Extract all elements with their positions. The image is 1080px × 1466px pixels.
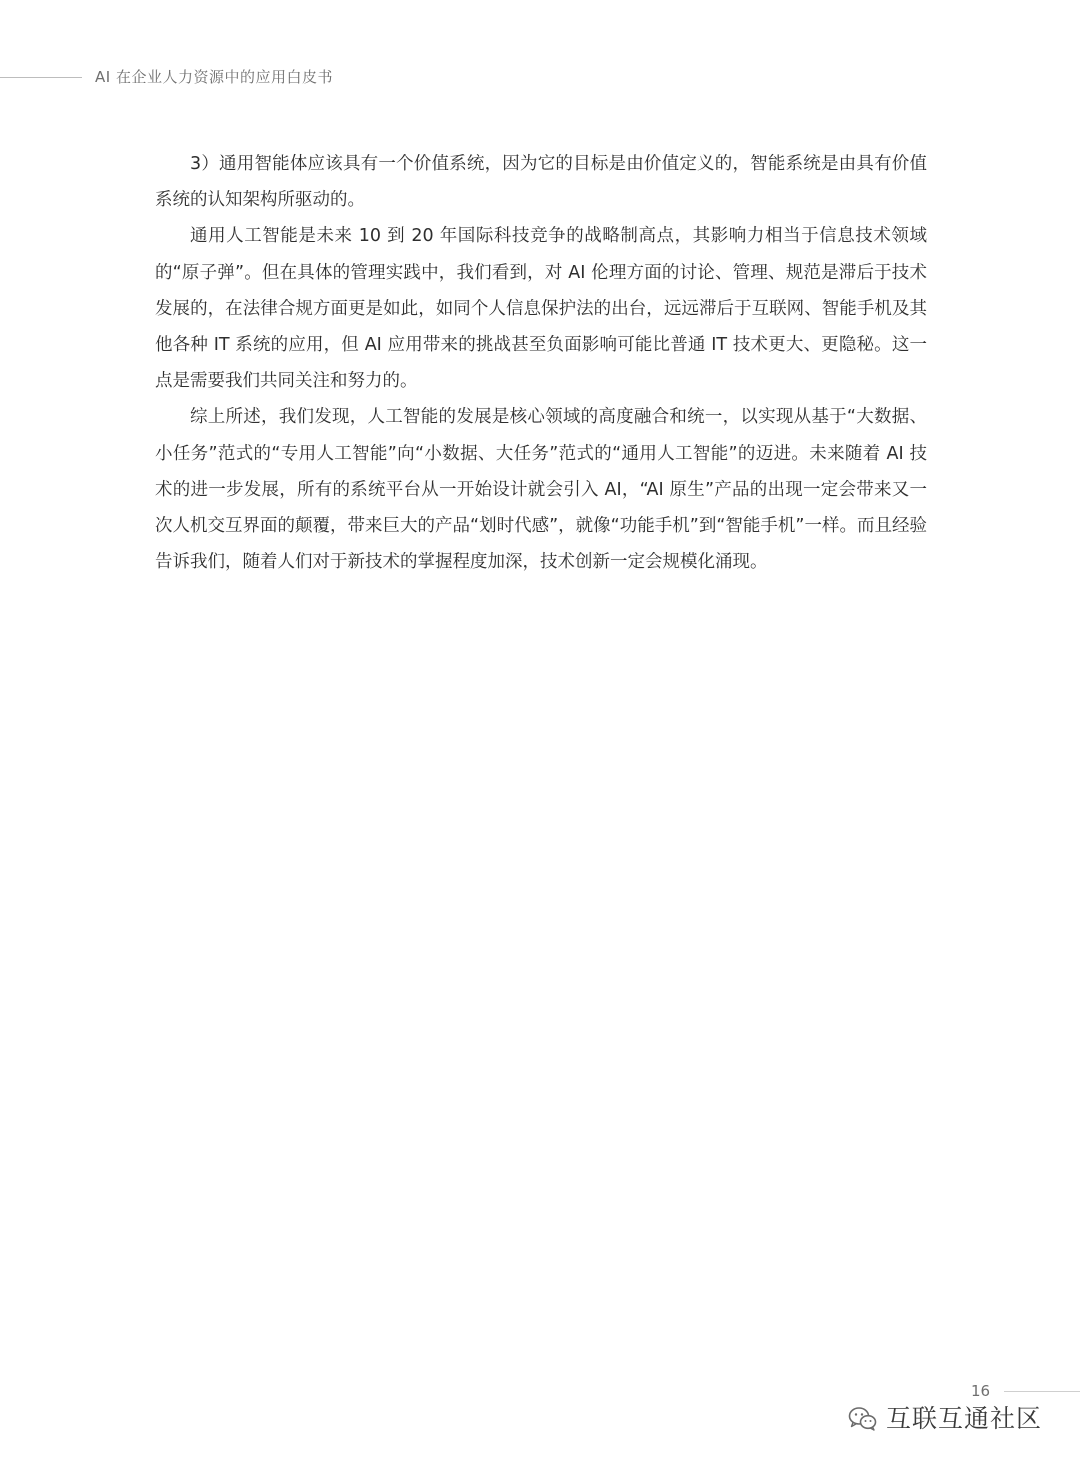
document-body [155, 146, 927, 580]
footer-rule [1004, 1391, 1080, 1392]
page-number: 16 [971, 1382, 991, 1400]
watermark-text: 互联互通社区 [886, 1404, 1043, 1433]
header-rule [0, 77, 82, 78]
document-header-title: AI 在企业人力资源中的应用白皮书 [95, 68, 333, 86]
body-paragraph-2: 通用人工智能是未来 10 到 20 年国际科技竞争的战略制高点，其影响力相当于信息技术领域的“原子弹”。但在具体的管理实践中，我们看到，对 AI 伦理方面的讨论、管理、规范是滞后于技术发展的，在法律合规方面更是如此，如同个人信息保护法的出台，远远滞后于互联网、智能手机及其他各种 IT 系统的应用，但 AI 应用带来的挑战甚至负面影响可能比普通 IT 技术更大、更隐秘。这一点是需要我们共同关注和努力的。 [155, 226, 927, 392]
body-paragraph-3: 综上所述，我们发现，人工智能的发展是核心领域的高度融合和统一，以实现从基于“大数据、小任务”范式的“专用人工智能”向“小数据、大任务”范式的“通用人工智能”的迈进。未来随着 AI 技术的进一步发展，所有的系统平台从一开始设计就会引入 AI，“AI 原生”产品的出现一定会带来又一次人机交互界面的颠覆，带来巨大的产品“划时代感”，就像“功能手机”到“智能手机”一样。而且经验告诉我们，随着人们对于新技术的掌握程度加深，技术创新一定会规模化涌现。 [155, 407, 927, 573]
watermark [848, 1401, 1042, 1437]
wechat-icon [848, 1405, 878, 1433]
body-paragraph-1: 3）通用智能体应该具有一个价值系统，因为它的目标是由价值定义的，智能系统是由具有价值系统的认知架构所驱动的。 [155, 154, 927, 211]
